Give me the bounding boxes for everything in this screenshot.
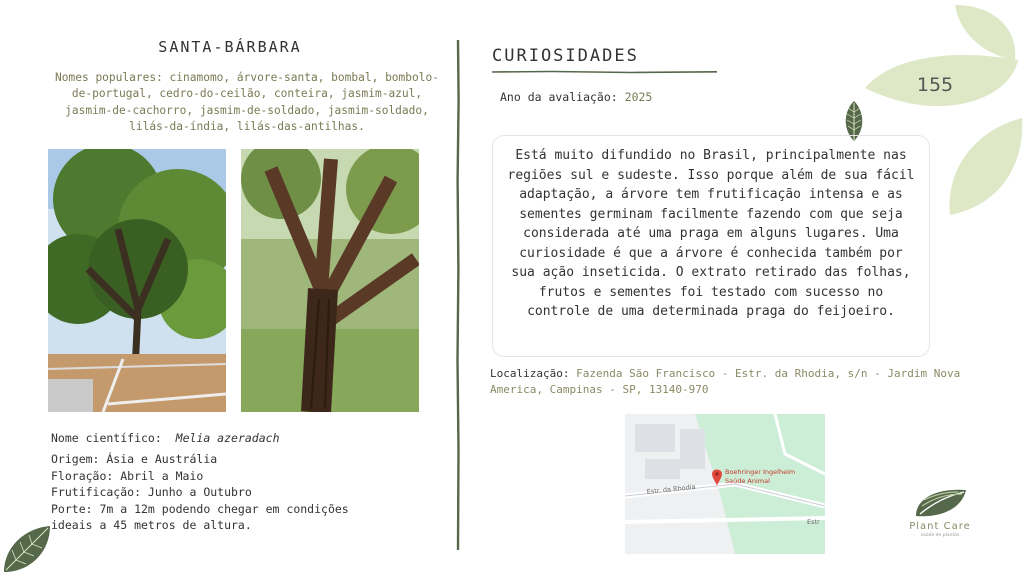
origin-line: Origem: Ásia e Austrália (51, 452, 218, 466)
plant-care-logo-icon (912, 486, 970, 520)
map-pin-label-2: Saúde Animal (725, 477, 770, 485)
location-value: Fazenda São Francisco - Estr. da Rhodia, s/n - Jardim Nova America, Campinas - SP, 13140-970 (490, 367, 961, 396)
logo-name: Plant Care (909, 521, 971, 532)
map-graphic (625, 414, 825, 554)
location (490, 366, 990, 397)
fruiting-line: Frutificação: Junho a Outubro (51, 485, 252, 499)
scientific-name: Melia azeradach (175, 431, 280, 445)
decorative-leaf-bottom-left (0, 522, 55, 576)
tree-photo-trunk (241, 149, 419, 412)
title-underline (492, 70, 717, 74)
evaluation-year (500, 90, 652, 104)
map-road-label-2: Estr (807, 518, 820, 526)
scientific-name-line (51, 430, 280, 447)
year-label: Ano da avaliação: (500, 90, 618, 104)
section-title: CURIOSIDADES (492, 46, 639, 66)
scientific-label: Nome científico: (51, 431, 162, 445)
year-value: 2025 (624, 90, 653, 104)
popular-names: Nomes populares: cinamomo, árvore-santa, bombal, bombolo-de-portugal, cedro-do-ceilão, conteira, jasmim-azul, jasmim-de-cachorro, jasmim-de-soldado, jasmim-soldado, lilás-da-índia, lilás-das-antilhas. (55, 71, 439, 134)
location-label: Localização: (490, 367, 570, 380)
size-line: Porte: 7m a 12m podendo chegar em condições ideais a 45 metros de altura. (51, 501, 349, 532)
species-title: SANTA-BÁRBARA (158, 38, 302, 56)
map-road-label: Estr. da Rhodia (646, 482, 696, 496)
details-list (51, 451, 391, 534)
flowering-line: Floração: Abril a Maio (51, 468, 204, 483)
curiosity-box: Está muito difundido no Brasil, principalmente nas regiões sul e sudeste. Isso porque além de sua fácil adaptação, a árvore tem frutificação intensa e as sementes germinam facilmente fazendo com que seja considerada até uma praga em alguns lugares. Uma curiosidade é que a árvore é conhecida também por sua ação inseticida. O extrato retirado das folhas, frutos e sementes foi testado com sucesso no controle de uma determinada praga do feijoeiro. (492, 135, 930, 357)
map-pin-label-1: Boehringer Ingelheim (725, 468, 796, 476)
column-divider (456, 40, 460, 550)
tree-photo-canopy (48, 149, 226, 412)
page-number-badge: 155 (916, 74, 954, 96)
logo-tagline: saúde de plantas (920, 533, 960, 538)
location-map[interactable] (625, 414, 825, 554)
